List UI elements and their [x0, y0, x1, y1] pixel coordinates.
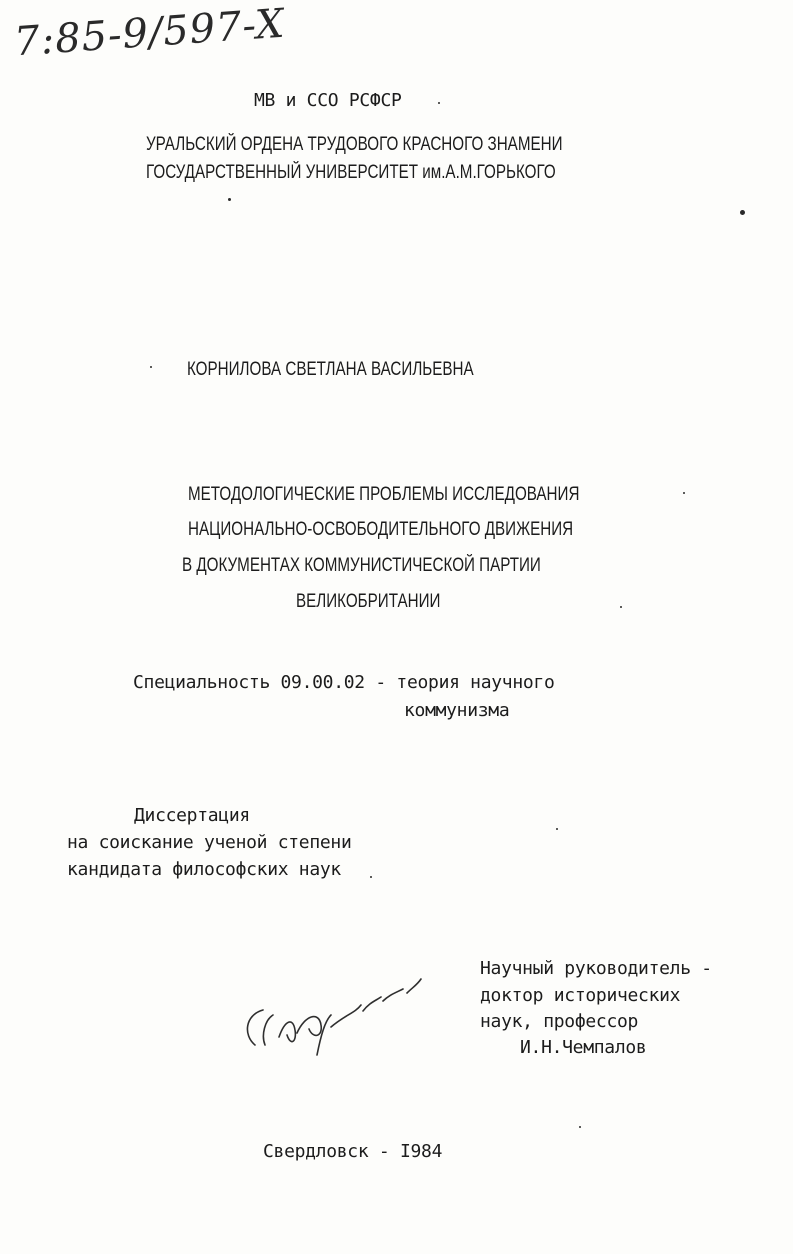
dissertation-line-2: на соискание ученой степени	[67, 832, 352, 853]
signature-scribble	[235, 975, 435, 1065]
supervisor-line-2: доктор исторических	[480, 985, 681, 1006]
archive-number: 7:85-9/597-X	[12, 0, 287, 66]
scan-speck	[438, 102, 440, 104]
supervisor-line-1: Научный руководитель -	[480, 958, 712, 979]
title-line-2: НАЦИОНАЛЬНО-ОСВОБОДИТЕЛЬНОГО ДВИЖЕНИЯ	[188, 519, 574, 540]
specialty-line-2: коммунизма	[404, 700, 510, 721]
title-line-1: МЕТОДОЛОГИЧЕСКИЕ ПРОБЛЕМЫ ИССЛЕДОВАНИЯ	[188, 484, 580, 505]
dissertation-line-1: Диссертация	[134, 805, 250, 826]
city-year: Свердловск - I984	[263, 1141, 443, 1162]
dissertation-line-3: кандидата философских наук	[67, 859, 341, 880]
scan-speck	[620, 606, 622, 608]
university-line-2: ГОСУДАРСТВЕННЫЙ УНИВЕРСИТЕТ им.А.М.ГОРЬКОГО	[146, 162, 556, 183]
scan-speck	[370, 876, 372, 878]
university-line-1: УРАЛЬСКИЙ ОРДЕНА ТРУДОВОГО КРАСНОГО ЗНАМЕНИ	[146, 134, 563, 155]
author-name: КОРНИЛОВА СВЕТЛАНА ВАСИЛЬЕВНА	[187, 359, 474, 380]
scan-speck	[740, 210, 745, 215]
specialty-line-1: Специальность 09.00.02 - теория научного	[133, 672, 555, 693]
ministry-label: МВ и ССО РСФСР	[254, 90, 402, 111]
scan-speck	[683, 492, 685, 494]
title-line-4: ВЕЛИКОБРИТАНИИ	[296, 591, 441, 612]
scan-speck	[228, 198, 231, 201]
supervisor-line-4: И.Н.Чемпалов	[520, 1037, 647, 1058]
supervisor-line-3: наук, профессор	[480, 1011, 639, 1032]
title-line-3: В ДОКУМЕНТАХ КОММУНИСТИЧЕСКОЙ ПАРТИИ	[182, 555, 541, 576]
scan-speck	[556, 828, 558, 830]
scan-speck	[150, 366, 152, 368]
scan-speck	[579, 1126, 581, 1128]
